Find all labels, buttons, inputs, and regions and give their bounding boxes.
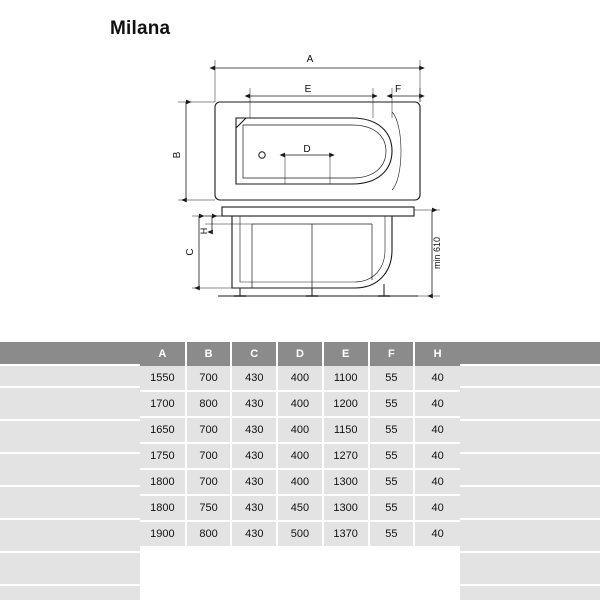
cell: 700 xyxy=(186,469,232,495)
cell: 40 xyxy=(414,495,460,521)
table-row xyxy=(140,521,460,546)
column-header-a: A xyxy=(140,342,186,366)
cell: 450 xyxy=(277,495,323,521)
cell: 700 xyxy=(186,443,232,469)
cell: 1800 xyxy=(140,495,186,521)
cell: 400 xyxy=(277,391,323,417)
table-row xyxy=(140,443,460,469)
cell: 1900 xyxy=(140,521,186,546)
tub-inner-contour xyxy=(243,125,386,178)
cell: 55 xyxy=(369,521,415,546)
column-header-b: B xyxy=(186,342,232,366)
cell: 430 xyxy=(231,495,277,521)
table-band-right-body xyxy=(460,364,600,600)
table-row xyxy=(140,391,460,417)
top-view xyxy=(172,54,420,200)
cell: 55 xyxy=(369,366,415,391)
cell: 40 xyxy=(414,366,460,391)
cell: 1200 xyxy=(323,391,369,417)
cell: 1300 xyxy=(323,469,369,495)
dimension-label-B: B xyxy=(172,151,183,159)
cell: 1550 xyxy=(140,366,186,391)
side-rim-slab xyxy=(222,207,414,216)
table-row xyxy=(140,495,460,521)
table-row xyxy=(140,469,460,495)
dimension-label-F: F xyxy=(394,84,402,95)
tub-corner-bevel xyxy=(236,118,246,128)
cell: 55 xyxy=(369,469,415,495)
page-title: Milana xyxy=(110,18,171,39)
cell: 1270 xyxy=(323,443,369,469)
table-rule xyxy=(0,551,600,553)
cell: 55 xyxy=(369,495,415,521)
dimensions-table-wrap xyxy=(140,342,460,546)
cell: 430 xyxy=(231,443,277,469)
dimension-label-min-height: min 610 xyxy=(432,236,442,270)
table-row xyxy=(140,366,460,391)
cell: 500 xyxy=(277,521,323,546)
dimension-label-H: H xyxy=(199,227,209,235)
dimension-label-E: E xyxy=(304,84,312,95)
cell: 400 xyxy=(277,417,323,443)
table-rule xyxy=(0,584,600,586)
cell: 55 xyxy=(369,417,415,443)
cell: 1750 xyxy=(140,443,186,469)
cell: 430 xyxy=(231,391,277,417)
cell: 55 xyxy=(369,391,415,417)
column-header-c: C xyxy=(231,342,277,366)
rim-radius-guide xyxy=(392,112,401,190)
cell: 400 xyxy=(277,469,323,495)
cell: 1650 xyxy=(140,417,186,443)
dimension-label-A: A xyxy=(306,54,314,65)
side-view xyxy=(185,207,442,296)
table-band-left-body xyxy=(0,364,140,600)
column-header-d: D xyxy=(277,342,323,366)
cell: 40 xyxy=(414,417,460,443)
cell: 430 xyxy=(231,521,277,546)
column-header-f: F xyxy=(369,342,415,366)
cell: 1800 xyxy=(140,469,186,495)
column-header-h: H xyxy=(414,342,460,366)
cell: 700 xyxy=(186,417,232,443)
column-header-e: E xyxy=(323,342,369,366)
dimension-label-D: D xyxy=(303,144,311,155)
cell: 400 xyxy=(277,443,323,469)
cell: 1150 xyxy=(323,417,369,443)
cell: 55 xyxy=(369,443,415,469)
cell: 430 xyxy=(231,469,277,495)
table-band-left-header xyxy=(0,342,140,364)
cell: 40 xyxy=(414,391,460,417)
cell: 40 xyxy=(414,521,460,546)
cell: 430 xyxy=(231,417,277,443)
drain-hole xyxy=(259,152,265,158)
cell: 1300 xyxy=(323,495,369,521)
dimension-label-C: C xyxy=(185,248,196,256)
table-header-row xyxy=(140,342,460,366)
cell: 40 xyxy=(414,469,460,495)
cell: 800 xyxy=(186,391,232,417)
cell: 800 xyxy=(186,521,232,546)
side-inner-wall xyxy=(240,216,385,282)
table-band-right-header xyxy=(460,342,600,364)
cell: 430 xyxy=(231,366,277,391)
cell: 1700 xyxy=(140,391,186,417)
cell: 1100 xyxy=(323,366,369,391)
cell: 400 xyxy=(277,366,323,391)
table-row xyxy=(140,417,460,443)
tub-outer-rim xyxy=(215,102,420,200)
cell: 1370 xyxy=(323,521,369,546)
dimensions-table xyxy=(140,342,460,546)
cell: 40 xyxy=(414,443,460,469)
cell: 750 xyxy=(186,495,232,521)
cell: 700 xyxy=(186,366,232,391)
